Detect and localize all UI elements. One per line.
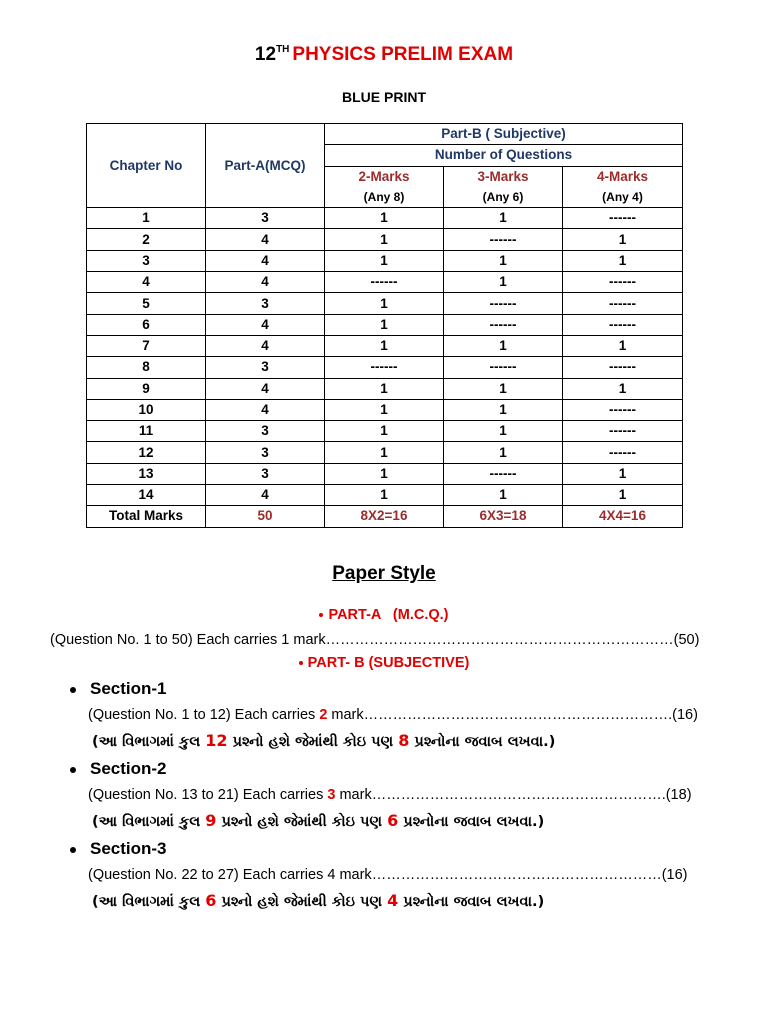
cell-part-a: 4 [206, 399, 325, 420]
table-row [87, 250, 683, 271]
cell-part-a: 4 [206, 272, 325, 293]
cell-four-marks: 1 [563, 485, 683, 506]
cell-four-marks: ------ [563, 314, 683, 335]
answer-count: 6 [387, 811, 399, 830]
table-row [87, 314, 683, 335]
total-row [87, 506, 683, 527]
cell-two-marks: 1 [325, 314, 444, 335]
section-mark: 2 [319, 707, 328, 723]
part-b-heading: PART- B (SUBJECTIVE) [0, 655, 768, 671]
total-label: Total Marks [87, 506, 206, 527]
cell-four-marks: 1 [563, 378, 683, 399]
cell-three-marks: 1 [444, 272, 563, 293]
cell-chapter: 14 [87, 485, 206, 506]
cell-part-a: 3 [206, 442, 325, 463]
total-questions-count: 12 [205, 731, 228, 750]
cell-part-a: 4 [206, 378, 325, 399]
section-title: Section-2 [90, 759, 167, 778]
cell-two-marks: ------ [325, 357, 444, 378]
cell-four-marks: ------ [563, 399, 683, 420]
section-line-suffix: mark…………………………………………………….(18) [335, 787, 692, 803]
bullet-icon [299, 661, 303, 665]
header-number-of-questions: Number of Questions [325, 145, 683, 166]
cell-three-marks: ------ [444, 229, 563, 250]
cell-four-marks: ------ [563, 208, 683, 229]
section-gujarati-note [92, 731, 555, 750]
cell-chapter: 7 [87, 335, 206, 356]
blue-print-heading: BLUE PRINT [342, 89, 426, 105]
cell-three-marks: 1 [444, 208, 563, 229]
page-title [0, 44, 768, 66]
section-line [88, 707, 698, 723]
cell-three-marks: ------ [444, 293, 563, 314]
gujarati-text: (આ વિભાગમાં કુલ [92, 814, 206, 830]
cell-two-marks: 1 [325, 378, 444, 399]
section-line-suffix: ……………………………………………………(16) [371, 867, 688, 883]
cell-chapter: 4 [87, 272, 206, 293]
gujarati-text: પ્રશ્નોના જવાબ લખવા.) [398, 814, 545, 830]
cell-chapter: 1 [87, 208, 206, 229]
cell-three-marks: 1 [444, 485, 563, 506]
cell-three-marks: ------ [444, 463, 563, 484]
cell-four-marks: 1 [563, 250, 683, 271]
table-row [87, 442, 683, 463]
cell-part-a: 4 [206, 335, 325, 356]
cell-chapter: 11 [87, 421, 206, 442]
section-heading [70, 679, 167, 699]
cell-four-marks: ------ [563, 272, 683, 293]
section-line-text: (Question No. 1 to 12) Each carries [88, 707, 320, 723]
table-row [87, 378, 683, 399]
cell-part-a: 3 [206, 463, 325, 484]
section-line-suffix: mark……………………………………………………….(16) [327, 707, 698, 723]
cell-two-marks: 1 [325, 250, 444, 271]
header-part-a: Part-A(MCQ) [206, 124, 325, 208]
total-2-marks: 8X2=16 [325, 506, 444, 527]
total-4-marks: 4X4=16 [563, 506, 683, 527]
cell-three-marks: 1 [444, 335, 563, 356]
section-line [88, 787, 692, 803]
header-chapter-no: Chapter No [87, 124, 206, 208]
exam-title: PHYSICS PRELIM EXAM [292, 44, 514, 65]
table-row [87, 463, 683, 484]
cell-two-marks: 1 [325, 293, 444, 314]
gujarati-text: પ્રશ્નો હશે જેમાંથી કોઇ પણ [216, 894, 388, 910]
cell-four-marks: 1 [563, 335, 683, 356]
part-a-heading: PART-A (M.C.Q.) [0, 607, 768, 623]
section-title: Section-1 [90, 679, 167, 698]
cell-four-marks: 1 [563, 229, 683, 250]
gujarati-text: પ્રશ્નો હશે જેમાંથી કોઇ પણ [227, 734, 399, 750]
cell-chapter: 5 [87, 293, 206, 314]
cell-three-marks: 1 [444, 442, 563, 463]
cell-chapter: 9 [87, 378, 206, 399]
cell-four-marks: ------ [563, 293, 683, 314]
header-3-marks-any: (Any 6) [444, 187, 563, 208]
cell-two-marks: 1 [325, 208, 444, 229]
cell-three-marks: ------ [444, 357, 563, 378]
cell-part-a: 3 [206, 421, 325, 442]
header-4-marks: 4-Marks [563, 166, 683, 187]
table-row [87, 421, 683, 442]
header-4-marks-any: (Any 4) [563, 187, 683, 208]
cell-chapter: 10 [87, 399, 206, 420]
answer-count: 8 [398, 731, 410, 750]
cell-part-a: 4 [206, 485, 325, 506]
header-part-b: Part-B ( Subjective) [325, 124, 683, 145]
cell-three-marks: 1 [444, 421, 563, 442]
cell-chapter: 8 [87, 357, 206, 378]
grade-number: 12 [254, 44, 277, 65]
cell-part-a: 4 [206, 229, 325, 250]
bullet-icon [70, 767, 76, 773]
total-3-marks: 6X3=18 [444, 506, 563, 527]
cell-chapter: 2 [87, 229, 206, 250]
total-questions-count: 9 [205, 811, 217, 830]
cell-three-marks: 1 [444, 250, 563, 271]
section-mark: 3 [327, 787, 336, 803]
section-heading [70, 839, 167, 859]
cell-part-a: 3 [206, 293, 325, 314]
cell-four-marks: ------ [563, 421, 683, 442]
gujarati-text: પ્રશ્નોના જવાબ લખવા.) [409, 734, 556, 750]
header-3-marks: 3-Marks [444, 166, 563, 187]
section-heading [70, 759, 167, 779]
total-questions-count: 6 [205, 891, 217, 910]
cell-three-marks: 1 [444, 378, 563, 399]
table-row [87, 293, 683, 314]
cell-chapter: 6 [87, 314, 206, 335]
bullet-icon [70, 687, 76, 693]
paper-style-heading: Paper Style [332, 563, 436, 584]
cell-four-marks: ------ [563, 442, 683, 463]
gujarati-text: (આ વિભાગમાં કુલ [92, 894, 206, 910]
section-line-text: (Question No. 22 to 27) Each carries 4 mark [88, 867, 372, 883]
gujarati-text: પ્રશ્નો હશે જેમાંથી કોઇ પણ [216, 814, 388, 830]
table-row [87, 399, 683, 420]
table-row [87, 335, 683, 356]
cell-chapter: 13 [87, 463, 206, 484]
cell-two-marks: 1 [325, 399, 444, 420]
grade-superscript: TH [276, 44, 290, 55]
total-part-a: 50 [206, 506, 325, 527]
cell-chapter: 12 [87, 442, 206, 463]
part-a-line: (Question No. 1 to 50) Each carries 1 mark………………………………………………………………(50) [50, 632, 700, 648]
cell-three-marks: 1 [444, 399, 563, 420]
header-2-marks-any: (Any 8) [325, 187, 444, 208]
cell-two-marks: 1 [325, 485, 444, 506]
answer-count: 4 [387, 891, 399, 910]
cell-three-marks: ------ [444, 314, 563, 335]
table-row [87, 485, 683, 506]
section-line [88, 867, 687, 883]
cell-two-marks: 1 [325, 463, 444, 484]
section-title: Section-3 [90, 839, 167, 858]
cell-part-a: 3 [206, 357, 325, 378]
section-gujarati-note [92, 811, 544, 830]
table-row [87, 229, 683, 250]
cell-chapter: 3 [87, 250, 206, 271]
cell-two-marks: 1 [325, 442, 444, 463]
cell-part-a: 4 [206, 250, 325, 271]
cell-two-marks: 1 [325, 229, 444, 250]
cell-two-marks: ------ [325, 272, 444, 293]
cell-two-marks: 1 [325, 335, 444, 356]
table-row [87, 208, 683, 229]
header-2-marks: 2-Marks [325, 166, 444, 187]
section-gujarati-note [92, 891, 544, 910]
cell-two-marks: 1 [325, 421, 444, 442]
table-row [87, 357, 683, 378]
section-line-text: (Question No. 13 to 21) Each carries [88, 787, 328, 803]
gujarati-text: (આ વિભાગમાં કુલ [92, 734, 206, 750]
cell-four-marks: 1 [563, 463, 683, 484]
bullet-icon [319, 613, 323, 617]
cell-part-a: 3 [206, 208, 325, 229]
blue-print-table [86, 123, 683, 528]
gujarati-text: પ્રશ્નોના જવાબ લખવા.) [398, 894, 545, 910]
bullet-icon [70, 847, 76, 853]
cell-part-a: 4 [206, 314, 325, 335]
table-row [87, 272, 683, 293]
cell-four-marks: ------ [563, 357, 683, 378]
